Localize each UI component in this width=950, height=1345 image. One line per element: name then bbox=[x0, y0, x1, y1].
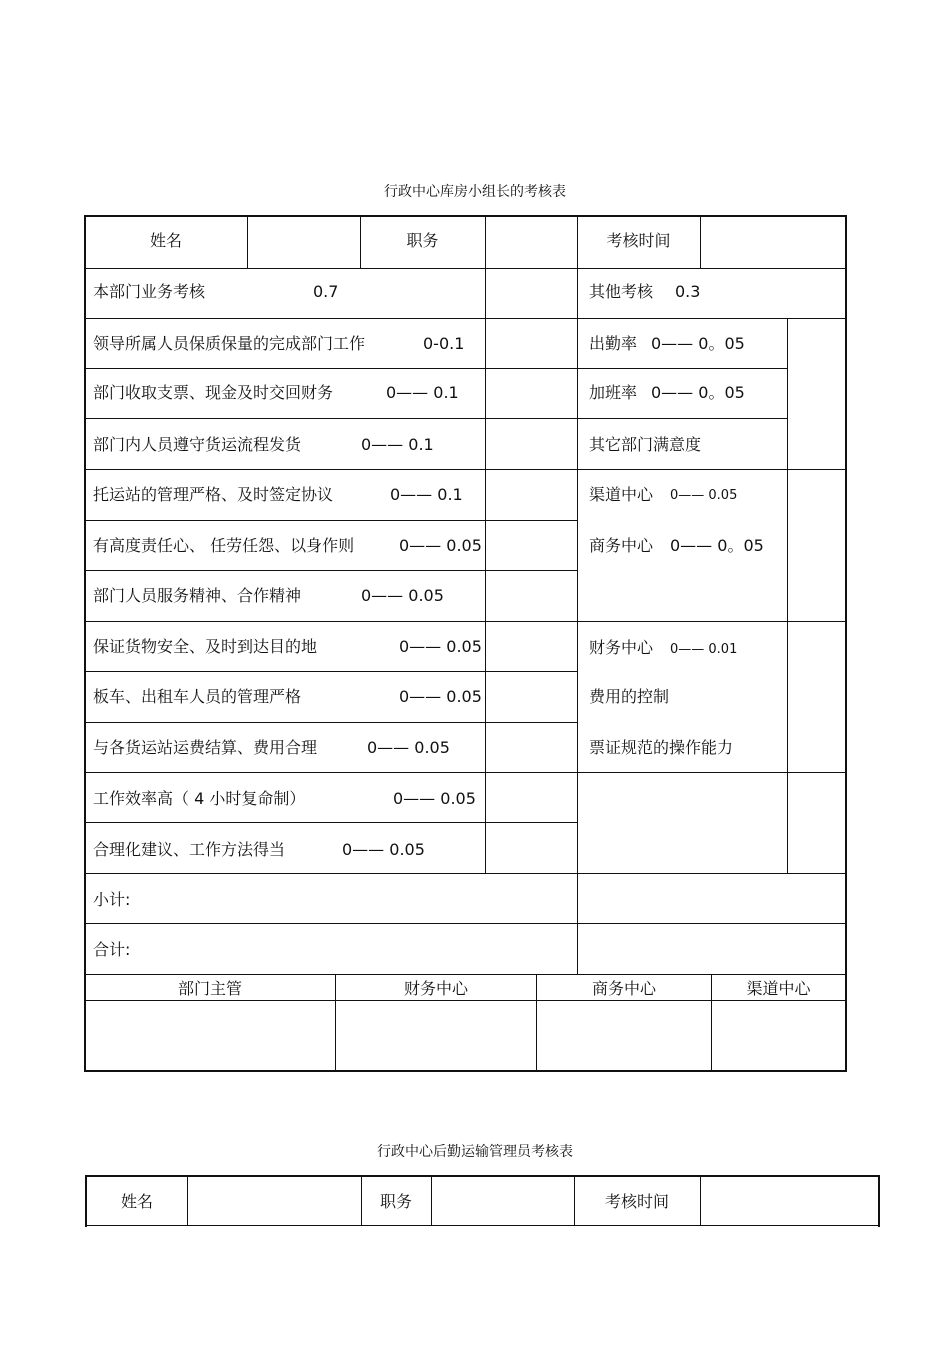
left-item-2-score: 0—— 0.1 bbox=[386, 383, 459, 402]
signature-channel-field[interactable] bbox=[713, 1001, 844, 1070]
left-item-11: 合理化建议、工作方法得当 bbox=[93, 840, 286, 859]
form1-title: 行政中心库房小组长的考核表 bbox=[384, 184, 566, 200]
ticket-handling-label: 票证规范的操作能力 bbox=[589, 738, 734, 757]
signature-business-field[interactable] bbox=[538, 1001, 711, 1070]
cost-control-label: 费用的控制 bbox=[589, 687, 670, 706]
left-item-4: 托运站的管理严格、及时签定协议 bbox=[93, 485, 334, 504]
left-item-10: 工作效率高（ 4 小时复命制） bbox=[93, 789, 306, 808]
left-item-1: 领导所属人员保质保量的完成部门工作 bbox=[93, 334, 366, 353]
left-item-9-score: 0—— 0.05 bbox=[367, 738, 450, 757]
left-item-3: 部门内人员遵守货运流程发货 bbox=[93, 435, 302, 454]
left-item-4-score: 0—— 0.1 bbox=[390, 485, 463, 504]
form2-name-label: 姓名 bbox=[120, 1192, 153, 1211]
dept-assessment-weight: 0.7 bbox=[313, 282, 339, 301]
position-field[interactable] bbox=[486, 217, 576, 267]
overtime-label: 加班率 bbox=[589, 383, 638, 402]
signature-dept-head-field[interactable] bbox=[86, 1001, 335, 1070]
form2-assessment-time-label: 考核时间 bbox=[604, 1192, 669, 1211]
left-item-5: 有高度责任心、 任劳任怨、以身作则 bbox=[93, 536, 355, 555]
form2-assessment-time-field[interactable] bbox=[701, 1177, 877, 1224]
left-item-6: 部门人员服务精神、合作精神 bbox=[93, 586, 302, 605]
business-center-label: 商务中心 bbox=[589, 536, 654, 555]
other-assessment-weight: 0.3 bbox=[675, 282, 701, 301]
left-item-11-score: 0—— 0.05 bbox=[342, 840, 425, 859]
form2-title: 行政中心后勤运输管理员考核表 bbox=[377, 1144, 573, 1160]
form2-position-field[interactable] bbox=[432, 1177, 573, 1224]
business-center-score: 0—— 0。05 bbox=[670, 536, 764, 555]
left-item-3-score: 0—— 0.1 bbox=[361, 435, 434, 454]
signature-business-label: 商务中心 bbox=[591, 979, 656, 998]
subtotal-label: 小计: bbox=[93, 890, 131, 909]
position-label: 职务 bbox=[406, 231, 439, 250]
left-item-5-score: 0—— 0.05 bbox=[399, 536, 482, 555]
finance-center-score: 0—— 0.01 bbox=[670, 642, 738, 657]
total-label: 合计: bbox=[93, 940, 131, 959]
attendance-score: 0—— 0。05 bbox=[651, 334, 745, 353]
left-item-7-score: 0—— 0.05 bbox=[399, 637, 482, 656]
left-item-8: 板车、出租车人员的管理严格 bbox=[93, 687, 302, 706]
assessment-time-field[interactable] bbox=[701, 217, 844, 267]
assessment-time-label: 考核时间 bbox=[606, 231, 671, 250]
left-item-8-score: 0—— 0.05 bbox=[399, 687, 482, 706]
left-item-10-score: 0—— 0.05 bbox=[393, 789, 476, 808]
left-item-7: 保证货物安全、及时到达目的地 bbox=[93, 637, 318, 656]
subtotal-field[interactable] bbox=[578, 874, 844, 922]
dept-assessment-label: 本部门业务考核 bbox=[93, 282, 206, 301]
signature-finance-label: 财务中心 bbox=[403, 979, 468, 998]
finance-center-label: 财务中心 bbox=[589, 638, 654, 657]
form2-name-field[interactable] bbox=[188, 1177, 360, 1224]
channel-center-score: 0—— 0.05 bbox=[670, 488, 738, 503]
total-field[interactable] bbox=[578, 924, 844, 973]
left-item-2: 部门收取支票、现金及时交回财务 bbox=[93, 383, 334, 402]
signature-dept-head-label: 部门主管 bbox=[177, 979, 242, 998]
left-item-6-score: 0—— 0.05 bbox=[361, 586, 444, 605]
channel-center-label: 渠道中心 bbox=[589, 485, 654, 504]
attendance-label: 出勤率 bbox=[589, 334, 638, 353]
other-assessment-label: 其他考核 bbox=[589, 282, 654, 301]
name-label: 姓名 bbox=[149, 231, 182, 250]
signature-channel-label: 渠道中心 bbox=[746, 979, 811, 998]
left-item-1-score: 0-0.1 bbox=[423, 334, 465, 353]
overtime-score: 0—— 0。05 bbox=[651, 383, 745, 402]
left-item-9: 与各货运站运费结算、费用合理 bbox=[93, 738, 318, 757]
name-field[interactable] bbox=[248, 217, 359, 267]
form2-position-label: 职务 bbox=[379, 1192, 412, 1211]
dept-satisfaction-label: 其它部门满意度 bbox=[589, 435, 702, 454]
signature-finance-field[interactable] bbox=[337, 1001, 536, 1070]
